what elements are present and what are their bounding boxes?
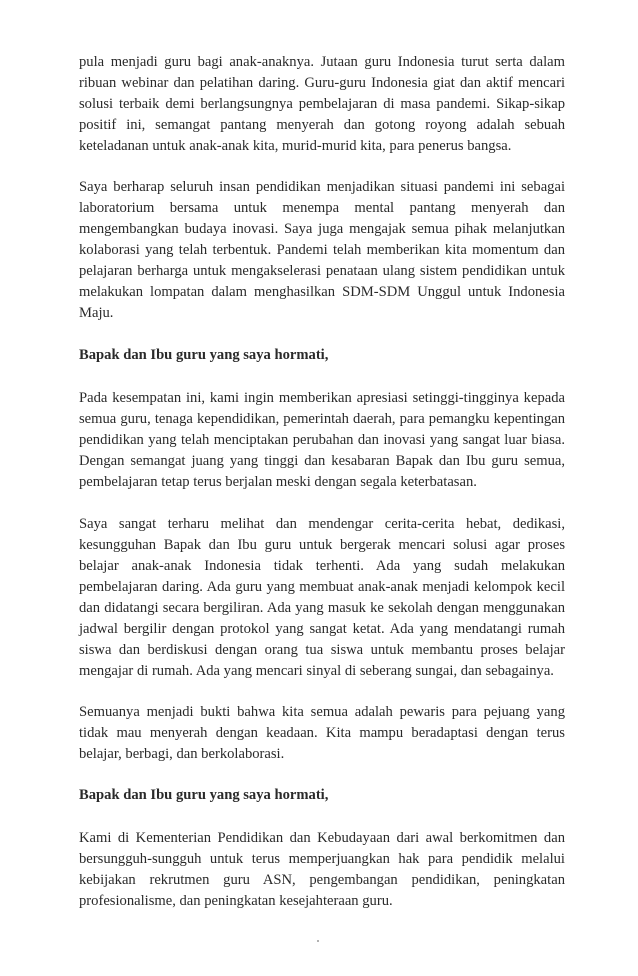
page-footer-mark [317,940,319,942]
document-body [79,52,565,933]
paragraph-3: Pada kesempatan ini, kami ingin memberikan apresiasi setinggi-tingginya kepada semua guru, tenaga kependidikan, pemerintah daerah, para pemangku kepentingan pendidikan yang telah menciptakan perubahan dan inovasi yang sangat luar biasa. Dengan semangat juang yang tinggi dan kesabaran Bapak dan Ibu guru semua, pembelajaran tetap terus berjalan meski dengan segala keterbatasan. [79,390,565,490]
salutation-heading-2: Bapak dan Ibu guru yang saya hormati, [79,787,329,803]
paragraph-4: Saya sangat terharu melihat dan mendengar cerita-cerita hebat, dedikasi, kesungguhan Bapak dan Ibu guru untuk bergerak mencari solusi agar proses belajar anak-anak Indonesia tidak terhenti. Ada yang sudah melakukan pembelajaran daring. Ada guru yang membuat anak-anak menjadi kelompok kecil dan didatangi secara bergiliran. Ada yang masuk ke sekolah dengan menggunakan jadwal bergilir dengan protokol yang sangat ketat. Ada yang mendatangi rumah siswa dan berdiskusi dengan orang tua siswa untuk membantu proses belajar mengajar di rumah. Ada yang mencari sinyal di seberang sungai, dan sebagainya. [79,516,565,679]
paragraph-1: pula menjadi guru bagi anak-anaknya. Jutaan guru Indonesia turut serta dalam ribuan webinar dan pelatihan daring. Guru-guru Indonesia giat dan aktif mencari solusi terbaik demi berlangsungnya pembelajaran di masa pandemi. Sikap-sikap positif ini, semangat pantang menyerah dan gotong royong adalah sebuah keteladanan untuk anak-anak kita, murid-murid kita, para penerus bangsa. [79,54,565,154]
paragraph-5: Semuanya menjadi bukti bahwa kita semua adalah pewaris para pejuang yang tidak mau menyerah dengan keadaan. Kita mampu beradaptasi dengan terus belajar, berbagi, dan berkolaborasi. [79,704,565,762]
paragraph-6: Kami di Kementerian Pendidikan dan Kebudayaan dari awal berkomitmen dan bersungguh-sungguh untuk terus memperjuangkan hak para pendidik melalui kebijakan rekrutmen guru ASN, pengembangan pendidikan, peningkatan profesionalisme, dan peningkatan kesejahteraan guru. [79,830,565,909]
paragraph-2: Saya berharap seluruh insan pendidikan menjadikan situasi pandemi ini sebagai laboratorium bersama untuk menempa mental pantang menyerah dan mengembangkan budaya inovasi. Saya juga mengajak semua pihak melanjutkan kolaborasi yang telah terbentuk. Pandemi telah memberikan kita momentum dan pelajaran berharga untuk mengakselerasi penataan ulang sistem pendidikan untuk melakukan lompatan dalam menghasilkan SDM-SDM Unggul untuk Indonesia Maju. [79,179,565,321]
salutation-heading-1: Bapak dan Ibu guru yang saya hormati, [79,347,329,363]
